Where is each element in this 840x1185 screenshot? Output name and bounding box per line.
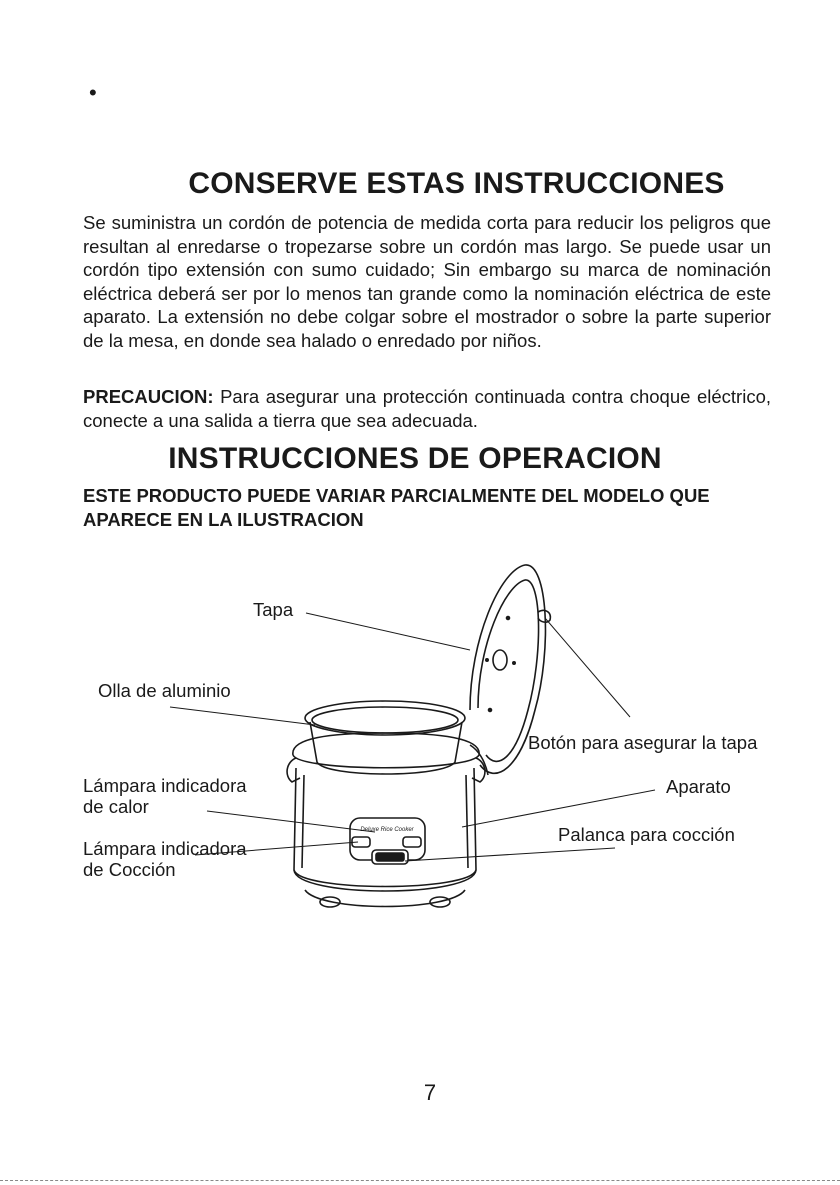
leader-olla: [170, 707, 315, 725]
leader-boton: [545, 618, 630, 717]
caution-label: PRECAUCION:: [83, 386, 214, 407]
leader-tapa: [306, 613, 470, 650]
label-lampara-calor-2: de calor: [83, 796, 149, 817]
section-title: INSTRUCCIONES DE OPERACION: [168, 442, 662, 475]
rice-cooker-illustration: [0, 550, 840, 930]
page-number: 7: [423, 1080, 437, 1105]
label-tapa: Tapa: [253, 599, 294, 620]
leader-lampara-calor: [207, 811, 375, 832]
label-olla: Olla de aluminio: [98, 680, 231, 701]
caution-paragraph: [83, 385, 771, 432]
page-title: CONSERVE ESTAS INSTRUCCIONES: [188, 167, 725, 200]
label-lampara-coccion-2: de Cocción: [83, 859, 176, 880]
power-cord-paragraph: Se suministra un cordón de potencia de medida corta para reducir los peligros que resultan al enredarse o tropezarse sobre un cordón mas largo. Se puede usar un cordón tipo extensión con sumo cuidado; Sin embargo su marca de nominación eléctrica deberá ser por lo menos tan grande como la nominación eléctrica de este aparato. La extensión no debe colgar sobre el mostrador o sobre la parte superior de la mesa, en donde sea halado o enredado por niños.: [83, 212, 771, 351]
label-lampara-calor-1: Lámpara indicadora: [83, 775, 247, 796]
label-palanca: Palanca para cocción: [558, 824, 735, 845]
bullet-mark: •: [89, 80, 97, 105]
model-note: ESTE PRODUCTO PUEDE VARIAR PARCIALMENTE DEL MODELO QUE APARECE EN LA ILUSTRACION: [83, 485, 710, 530]
label-lampara-coccion-1: Lámpara indicadora: [83, 838, 247, 859]
label-aparato: Aparato: [666, 776, 731, 797]
leader-aparato: [462, 790, 655, 827]
label-boton: Botón para asegurar la tapa: [528, 732, 758, 753]
panel-brand-text: Deluxe Rice Cooker: [360, 827, 414, 833]
leader-palanca: [405, 848, 615, 861]
caution-text: Para asegurar una protección continuada contra choque eléctrico, conecte a una salida a tierra que sea adecuada.: [83, 386, 771, 431]
page-bottom-rule: [0, 1180, 840, 1181]
